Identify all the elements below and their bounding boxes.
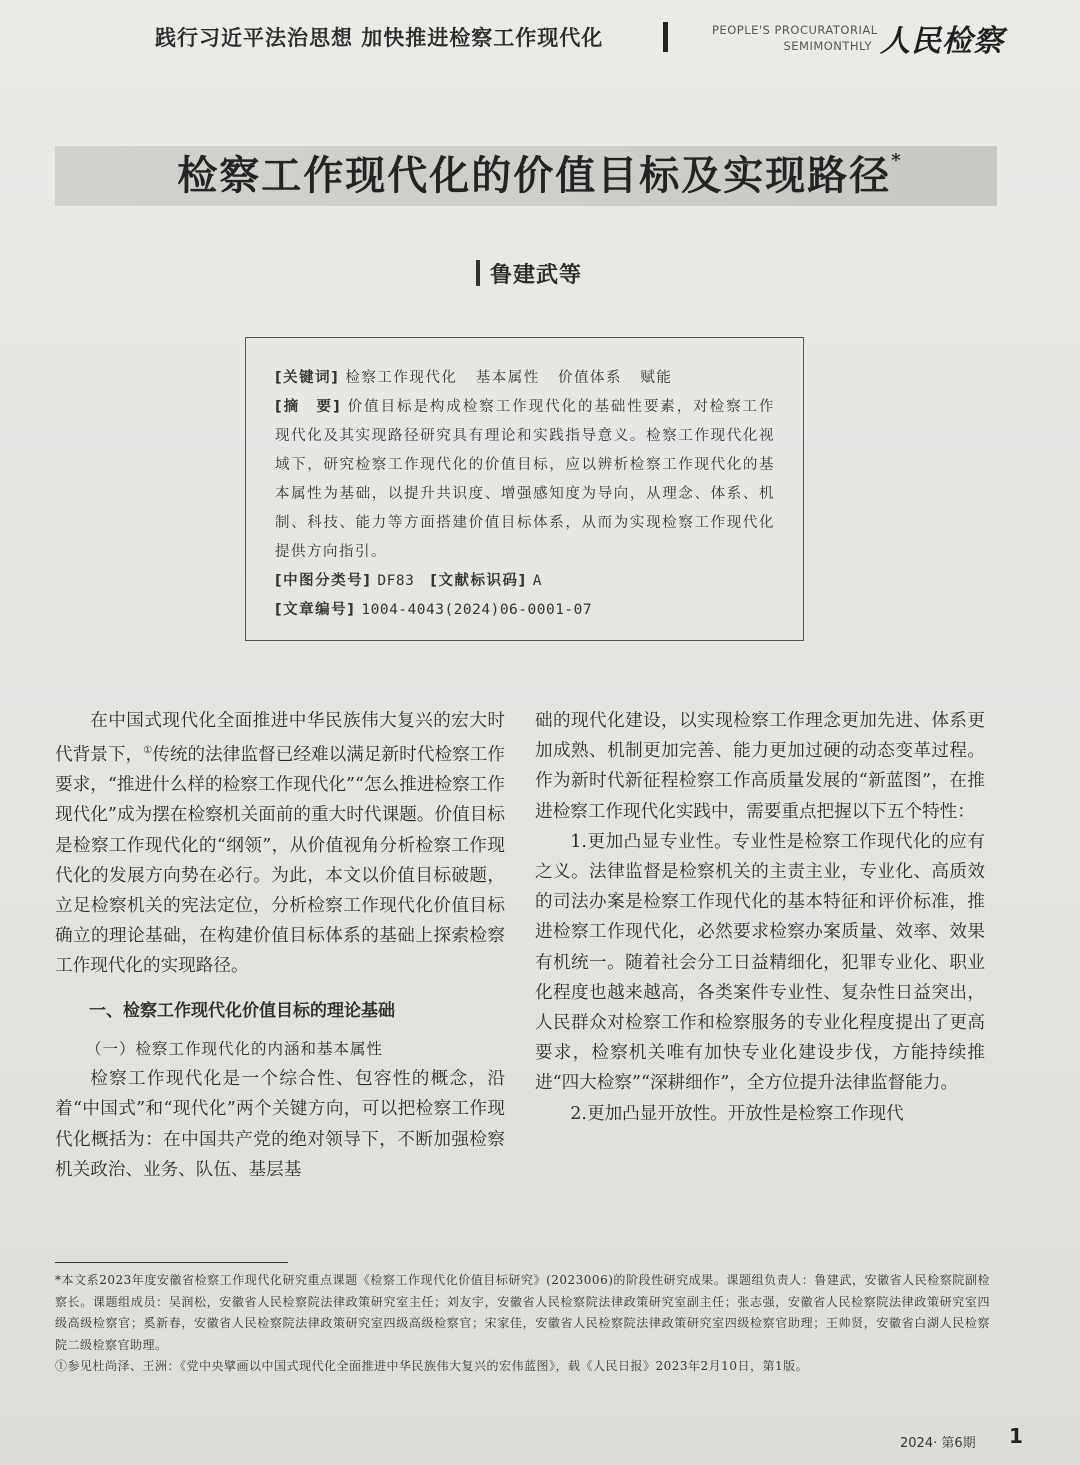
body-paragraph: 础的现代化建设，以实现检察工作理念更加先进、体系更加成熟、机制更加完善、能力更加过硬的动态变革过程。作为新时代新征程检察工作高质量发展的“新蓝图”，在推进检察工作现代化实践中，需要重点把握以下五个特性： (535, 711, 985, 822)
header-divider (663, 22, 668, 52)
clc-label: [中图分类号] (275, 573, 372, 589)
doc-code-label: [文献标识码] (430, 573, 527, 589)
body-column-left (55, 706, 505, 1185)
article-title (0, 146, 1080, 206)
footnote-1: ①参见杜尚泽、王洲：《党中央擘画以中国式现代化全面推进中华民族伟大复兴的宏伟蓝图》，载《人民日报》2023年2月10日，第1版。 (55, 1359, 809, 1373)
masthead-english (712, 22, 878, 54)
author: 鲁建武等 (490, 263, 583, 288)
masthead-en-line2: SEMIMONTHLY (783, 39, 872, 53)
abstract-box (275, 364, 775, 625)
page-number: 1 (1009, 1424, 1023, 1448)
subsection-heading: （一）检察工作现代化的内涵和基本属性 (86, 1039, 384, 1058)
body-paragraph: 检察工作现代化是一个综合性、包容性的概念，沿着“中国式”和“现代化”两个关键方向，可以把检察工作现代化概括为：在中国共产党的绝对领导下，不断加强检察机关政治、业务、队伍、基层基 (55, 1069, 505, 1180)
footnote-divider (55, 1262, 288, 1263)
keywords-label: [关键词] (275, 370, 340, 386)
title-footnote-mark: * (891, 150, 903, 171)
article-number-row (275, 596, 775, 625)
article-no-value: 1004-4043(2024)06-0001-07 (361, 602, 593, 618)
summary-row (275, 393, 775, 567)
summary-label: [摘 要] (275, 399, 342, 415)
masthead-en-line1: PEOPLE'S PROCURATORIAL (712, 23, 878, 37)
journal-logo: 人民检察 (880, 24, 1004, 59)
body-paragraph: 1.更加凸显专业性。专业性是检察工作现代化的应有之义。法律监督是检察机关的主责主业，专业化、高质效的司法办案是检察工作现代化的基本特征和评价标准，推进检察工作现代化，必然要求检察办案质量、效率、效果有机统一。随着社会分工日益精细化，犯罪专业化、职业化程度也越来越高，各类案件专业性、复杂性日益突出，人民群众对检察工作和检察服务的专业化程度提出了更高要求，检察机关唯有加快专业化建设步伐，方能持续推进“四大检察”“深耕细作”，全方位提升法律监督能力。 (535, 831, 985, 1094)
keywords-row (275, 364, 775, 393)
footnote-funding: *本文系2023年度安徽省检察工作现代化研究重点课题《检察工作现代化价值目标研究》(2023006)的阶段性研究成果。课题组负责人：鲁建武，安徽省人民检察院副检察长。课题组成员：吴润松，安徽省人民检察院法律政策研究室主任；刘友宇，安徽省人民检察院法律政策研究室副主任；张志强，安徽省人民检察院法律政策研究室四级高级检察官；奚新春，安徽省人民检察院法律政策研究室四级高级检察官；宋家佳，安徽省人民检察院法律政策研究室四级检察官助理；王帅贤，安徽省白湖人民检察院二级检察官助理。 (55, 1273, 990, 1352)
issue-label: 2024· 第6期 (900, 1436, 976, 1451)
footnotes (55, 1270, 990, 1378)
article-title-text: 检察工作现代化的价值目标及实现路径 (177, 152, 892, 199)
doc-code-value: A (532, 573, 543, 589)
header-slogan: 践行习近平法治思想 加快推进检察工作现代化 (155, 26, 604, 50)
body-paragraph: 2.更加凸显开放性。开放性是检察工作现代 (570, 1103, 904, 1124)
body-text: 在中国式现代化全面推进中华民族伟大复兴的宏大时代背景下， (55, 711, 505, 766)
classification-row (275, 567, 775, 596)
article-no-label: [文章编号] (275, 602, 356, 618)
keywords-text: 检察工作现代化 基本属性 价值体系 赋能 (345, 370, 673, 386)
author-divider (476, 260, 480, 286)
summary-text: 价值目标是构成检察工作现代化的基础性要素，对检察工作现代化及其实现路径研究具有理论和实践指导意义。检察工作现代化视域下，研究检察工作现代化的价值目标，应以辨析检察工作现代化的基本属性为基础，以提升共识度、增强感知度为导向，从理念、体系、机制、科技、能力等方面搭建价值目标体系，从而为实现检察工作现代化提供方向指引。 (275, 399, 776, 560)
section-heading: 一、检察工作现代化价值目标的理论基础 (89, 1000, 395, 1021)
body-column-right (535, 706, 985, 1129)
footnote-ref: ① (143, 745, 153, 757)
body-paragraph (55, 706, 505, 982)
body-text: 传统的法律监督已经难以满足新时代检察工作要求，“推进什么样的检察工作现代化”“怎么推进检察工作现代化”成为摆在检察机关面前的重大时代课题。价值目标是检察工作现代化的“纲领”，从价值视角分析检察工作现代化的发展方向势在必行。为此，本文以价值目标破题，立足检察机关的宪法定位，分析检察工作现代化价值目标确立的理论基础，在构建价值目标体系的基础上探索检察工作现代化的实现路径。 (55, 745, 505, 977)
clc-value: DF83 (377, 573, 415, 589)
